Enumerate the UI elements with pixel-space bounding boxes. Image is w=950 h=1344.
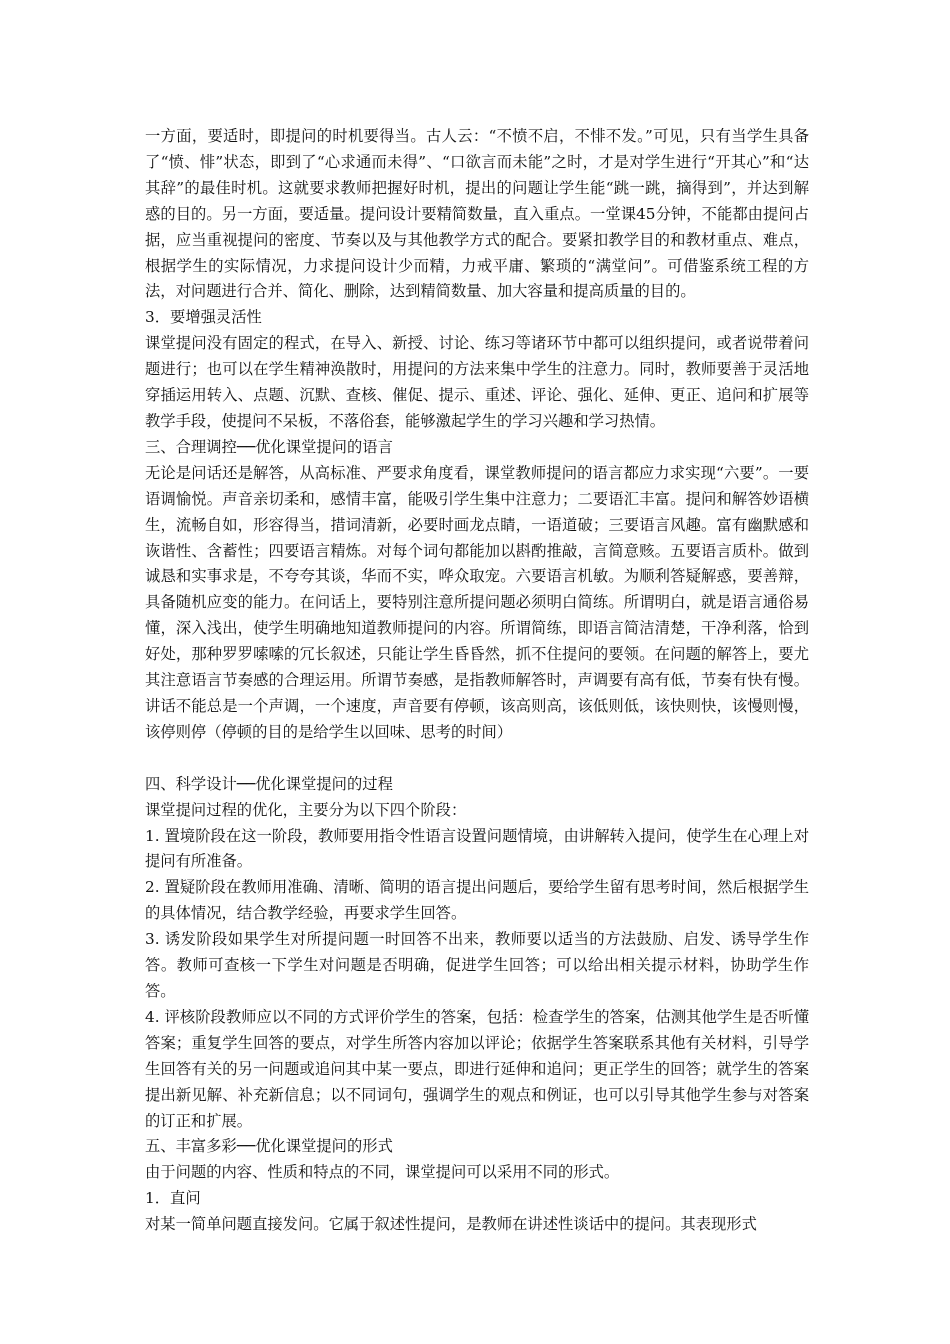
- paragraph-language: 无论是问话还是解答，从高标准、严要求角度看，课堂教师提问的语言都应力求实现“六要”。一要语调愉悦。声音亲切柔和，感情丰富，能吸引学生集中注意力；二要语汇丰富。提问和解答妙语横生，流畅自如，形容得当，措词清新，必要时画龙点睛，一语道破；三要语言风趣。富有幽默感和诙谐性、含蓄性；四要语言精炼。对每个词句都能加以斟酌推敲，言简意赅。五要语言质朴。做到诚恳和实事求是，不夸夸其谈，华而不实，哗众取宠。六要语言机敏。为顺利答疑解惑，要善辩，具备随机应变的能力。在问话上，要特别注意所提问题必须明白简练。所谓明白，就是语言通俗易懂，深入浅出，使学生明确地知道教师提问的内容。所谓简练，即语言简洁清楚，干净利落，恰到好处，那种罗罗嗦嗦的冗长叙述，只能让学生昏昏然，抓不住提问的要领。在问题的解答上，要尤其注意语言节奏感的合理运用。所谓节奏感，是指教师解答时，声调要有高有低，节奏有快有慢。讲话不能总是一个声调，一个速度，声音要有停顿，该高则高，该低则低，该快则快，该慢则慢，该停则停（停顿的目的是给学生以回味、思考的时间）: [145, 463, 809, 741]
- paragraph-direct-question: 对某一简单问题直接发问。它属于叙述性提问，是教师在讲述性谈话中的提问。其表现形式: [145, 1215, 757, 1234]
- heading-flexibility: 3．要增强灵活性: [145, 308, 262, 327]
- blank-line: [145, 746, 809, 772]
- paragraph-process-intro: 课堂提问过程的优化，主要分为以下四个阶段：: [145, 800, 467, 819]
- list-item-stage-2: 2. 置疑阶段在教师用准确、清晰、简明的语言提出问题后，要给学生留有思考时间，然后根据学生的具体情况，结合教学经验，再要求学生回答。: [145, 878, 809, 923]
- document-body: [145, 124, 809, 1238]
- heading-direct-question: 1．直问: [145, 1189, 201, 1208]
- list-item-stage-3: 3. 诱发阶段如果学生对所提问题一时回答不出来，教师要以适当的方法鼓励、启发、诱导学生作答。教师可查核一下学生对问题是否明确，促进学生回答；可以给出相关提示材料，协助学生作答。: [145, 930, 809, 1000]
- paragraph-timing-quantity: 一方面，要适时，即提问的时机要得当。古人云：“不愤不启，不悱不发。”可见，只有当学生具备了“愤、悱”状态，即到了“心求通而未得”、“口欲言而未能”之时，才是对学生进行“开其心”和“达其辞”的最佳时机。这就要求教师把握好时机，提出的问题让学生能“跳一跳，摘得到”，并达到解惑的目的。另一方面，要适量。提问设计要精简数量，直入重点。一堂课45分钟，不能都由提问占据，应当重视提问的密度、节奏以及与其他教学方式的配合。要紧扣教学目的和教材重点、难点，根据学生的实际情况，力求提问设计少而精，力戒平庸、繁琐的“满堂问”。可借鉴系统工程的方法，对问题进行合并、简化、删除，达到精简数量、加大容量和提高质量的目的。: [145, 127, 809, 301]
- section-heading-language: 三、合理调控──优化课堂提问的语言: [145, 437, 393, 456]
- section-heading-process: 四、科学设计──优化课堂提问的过程: [145, 774, 393, 793]
- list-item-stage-4: 4. 评核阶段教师应以不同的方式评价学生的答案，包括：检查学生的答案，估测其他学生是否听懂答案；重复学生回答的要点，对学生所答内容加以评论；依据学生答案联系其他有关材料，引导学生回答有关的另一问题或追问其中某一要点，即进行延伸和追问；更正学生的回答；就学生的答案提出新见解、补充新信息；以不同词句，强调学生的观点和例证，也可以引导其他学生参与对答案的订正和扩展。: [145, 1007, 809, 1130]
- paragraph-forms-intro: 由于问题的内容、性质和特点的不同，课堂提问可以采用不同的形式。: [145, 1163, 620, 1182]
- section-heading-forms: 五、丰富多彩──优化课堂提问的形式: [145, 1137, 393, 1156]
- list-item-stage-1: 1. 置境阶段在这一阶段，教师要用指令性语言设置问题情境，由讲解转入提问，使学生在心理上对提问有所准备。: [145, 826, 809, 871]
- paragraph-flexibility: 课堂提问没有固定的程式，在导入、新授、讨论、练习等诸环节中都可以组织提问，或者说带着问题进行；也可以在学生精神涣散时，用提问的方法来集中学生的注意力。同时，教师要善于灵活地穿插运用转入、点题、沉默、查核、催促、提示、重述、评论、强化、延伸、更正、追问和扩展等教学手段，使提问不呆板，不落俗套，能够激起学生的学习兴趣和学习热情。: [145, 334, 809, 430]
